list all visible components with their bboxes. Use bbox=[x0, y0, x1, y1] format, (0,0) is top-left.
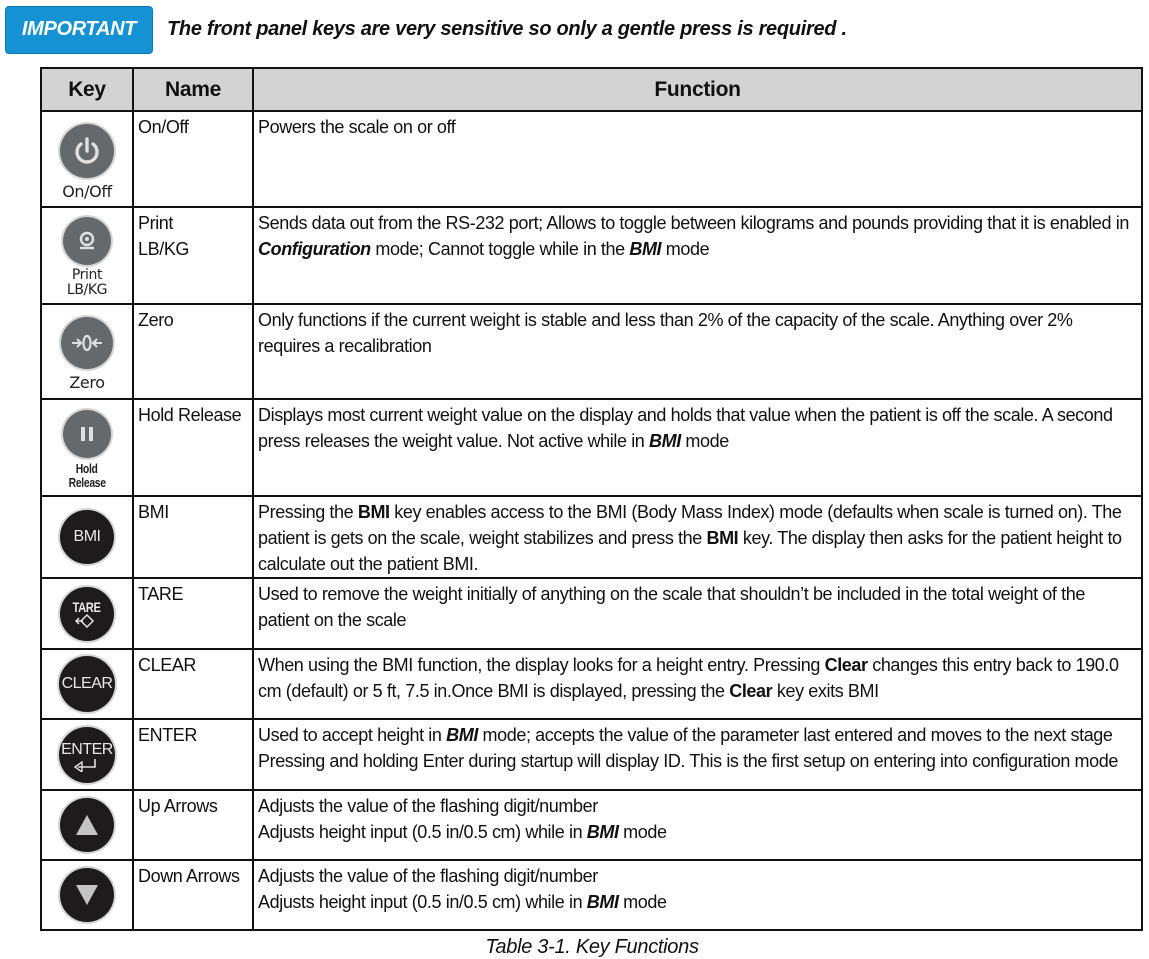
key-cell bbox=[41, 496, 133, 578]
emphasis: BMI bbox=[586, 892, 619, 912]
name-line1: Print bbox=[138, 213, 174, 233]
key-functions-table bbox=[40, 67, 1143, 931]
text: key. The display then asks for the patient height to calculate out the patient BMI. bbox=[258, 528, 1122, 574]
table-header-row bbox=[41, 68, 1142, 111]
name-cell bbox=[133, 207, 253, 304]
function-cell: Only functions if the current weight is stable and less than 2% of the capacity of the scale. Anything over 2% requires a recalibration bbox=[253, 304, 1142, 399]
text: key enables access to the BMI (Body Mass Index) mode (defaults when scale is turned on). The patient is gets on the scale, weight stabilizes and press the bbox=[258, 502, 1122, 548]
key-cell bbox=[41, 719, 133, 790]
key-cell bbox=[41, 790, 133, 860]
function-cell bbox=[253, 719, 1142, 790]
text: Adjusts height input (0.5 in/0.5 cm) while in bbox=[258, 822, 587, 842]
pause-icon bbox=[63, 410, 111, 458]
table-row bbox=[41, 860, 1142, 930]
key-cell bbox=[41, 304, 133, 399]
table-row bbox=[41, 304, 1142, 399]
text-line2: Pressing and holding Enter during startup will display ID. This is the first setup on entering into configuration mode bbox=[258, 751, 1118, 771]
function-cell bbox=[253, 496, 1142, 578]
header-function: Function bbox=[253, 68, 1142, 111]
text: key exits BMI bbox=[772, 681, 879, 701]
header-name: Name bbox=[133, 68, 253, 111]
text: mode; accepts the value of the parameter last entered and moves to the next stage bbox=[477, 725, 1113, 745]
print-icon bbox=[63, 217, 111, 265]
function-cell bbox=[253, 399, 1142, 496]
key-label: On/Off bbox=[62, 182, 112, 201]
text: mode; Cannot toggle while in the bbox=[370, 239, 630, 259]
key-cell bbox=[41, 649, 133, 719]
emphasis: BMI bbox=[357, 502, 390, 522]
table-row bbox=[41, 111, 1142, 207]
key-label-line2: Release bbox=[68, 474, 106, 490]
function-cell bbox=[253, 860, 1142, 930]
header-key: Key bbox=[41, 68, 133, 111]
key-text: CLEAR bbox=[61, 675, 113, 692]
name-cell: Zero bbox=[133, 304, 253, 399]
important-badge: IMPORTANT bbox=[5, 6, 153, 54]
name-cell: Up Arrows bbox=[133, 790, 253, 860]
key-label-line1: Print bbox=[71, 267, 103, 283]
function-cell bbox=[253, 207, 1142, 304]
function-cell bbox=[253, 649, 1142, 719]
text: Used to accept height in bbox=[258, 725, 447, 745]
key-cell bbox=[41, 111, 133, 207]
down-arrow-icon bbox=[60, 868, 114, 922]
power-icon bbox=[60, 124, 114, 178]
text: Displays most current weight value on the display and holds that value when the patient is off the scale. A second press releases the weight value. Not active while in bbox=[258, 405, 1113, 451]
text: Sends data out from the RS-232 port; Allows to toggle between kilograms and pounds providing that it is enabled in bbox=[258, 213, 1129, 233]
emphasis: Configuration bbox=[258, 239, 371, 259]
name-cell: BMI bbox=[133, 496, 253, 578]
table-caption: Table 3-1. Key Functions bbox=[485, 936, 699, 958]
zero-icon bbox=[61, 317, 113, 369]
key-text: TARE bbox=[72, 598, 102, 615]
important-callout bbox=[5, 6, 847, 53]
function-cell bbox=[253, 790, 1142, 860]
name-line2: LB/KG bbox=[138, 239, 190, 259]
tare-arrow-icon bbox=[74, 614, 100, 628]
name-cell: CLEAR bbox=[133, 649, 253, 719]
name-cell: Down Arrows bbox=[133, 860, 253, 930]
key-label: Zero bbox=[69, 372, 105, 392]
enter-key-icon bbox=[59, 727, 115, 783]
table-row bbox=[41, 399, 1142, 496]
text: When using the BMI function, the display looks for a height entry. Pressing bbox=[258, 655, 825, 675]
function-cell: Used to remove the weight initially of anything on the scale that shouldn’t be included in the total weight of the patient on the scale bbox=[253, 578, 1142, 649]
table-row bbox=[41, 578, 1142, 649]
emphasis: BMI bbox=[446, 725, 478, 745]
text: mode bbox=[661, 239, 710, 259]
text-line1: Adjusts the value of the flashing digit/number bbox=[258, 796, 598, 816]
table-row bbox=[41, 790, 1142, 860]
emphasis: BMI bbox=[706, 528, 739, 548]
table-row bbox=[41, 496, 1142, 578]
emphasis: BMI bbox=[629, 239, 662, 259]
text: mode bbox=[618, 892, 667, 912]
name-cell: Hold Release bbox=[133, 399, 253, 496]
key-cell bbox=[41, 860, 133, 930]
up-arrow-icon bbox=[60, 798, 114, 852]
emphasis: BMI bbox=[649, 431, 681, 451]
table-row bbox=[41, 719, 1142, 790]
important-text: The front panel keys are very sensitive so only a gentle press is required . bbox=[167, 18, 847, 40]
emphasis: Clear bbox=[824, 655, 868, 675]
text: Pressing the bbox=[258, 502, 358, 522]
return-arrow-icon bbox=[73, 758, 101, 772]
key-label-line1: Hold bbox=[76, 460, 98, 476]
key-label-line2: LB/KG bbox=[66, 282, 108, 298]
text: changes this entry back to 190.0 cm (default) or 5 ft, 7.5 in.Once BMI is displayed, pressing the bbox=[258, 655, 1119, 701]
text: mode bbox=[618, 822, 667, 842]
key-text: ENTER bbox=[61, 740, 113, 758]
emphasis: Clear bbox=[729, 681, 773, 701]
key-cell bbox=[41, 207, 133, 304]
name-cell: On/Off bbox=[133, 111, 253, 207]
key-cell bbox=[41, 578, 133, 649]
table-row bbox=[41, 207, 1142, 304]
text-line1: Adjusts the value of the flashing digit/number bbox=[258, 866, 598, 886]
name-cell: TARE bbox=[133, 578, 253, 649]
emphasis: BMI bbox=[586, 822, 619, 842]
text: Adjusts height input (0.5 in/0.5 cm) while in bbox=[258, 892, 587, 912]
tare-key-icon bbox=[60, 587, 114, 641]
text: mode bbox=[680, 431, 729, 451]
bmi-key-icon bbox=[60, 510, 114, 564]
table-row bbox=[41, 649, 1142, 719]
key-text: BMI bbox=[73, 528, 101, 545]
clear-key-icon bbox=[59, 656, 115, 712]
function-cell: Powers the scale on or off bbox=[253, 111, 1142, 207]
key-cell bbox=[41, 399, 133, 496]
name-cell: ENTER bbox=[133, 719, 253, 790]
